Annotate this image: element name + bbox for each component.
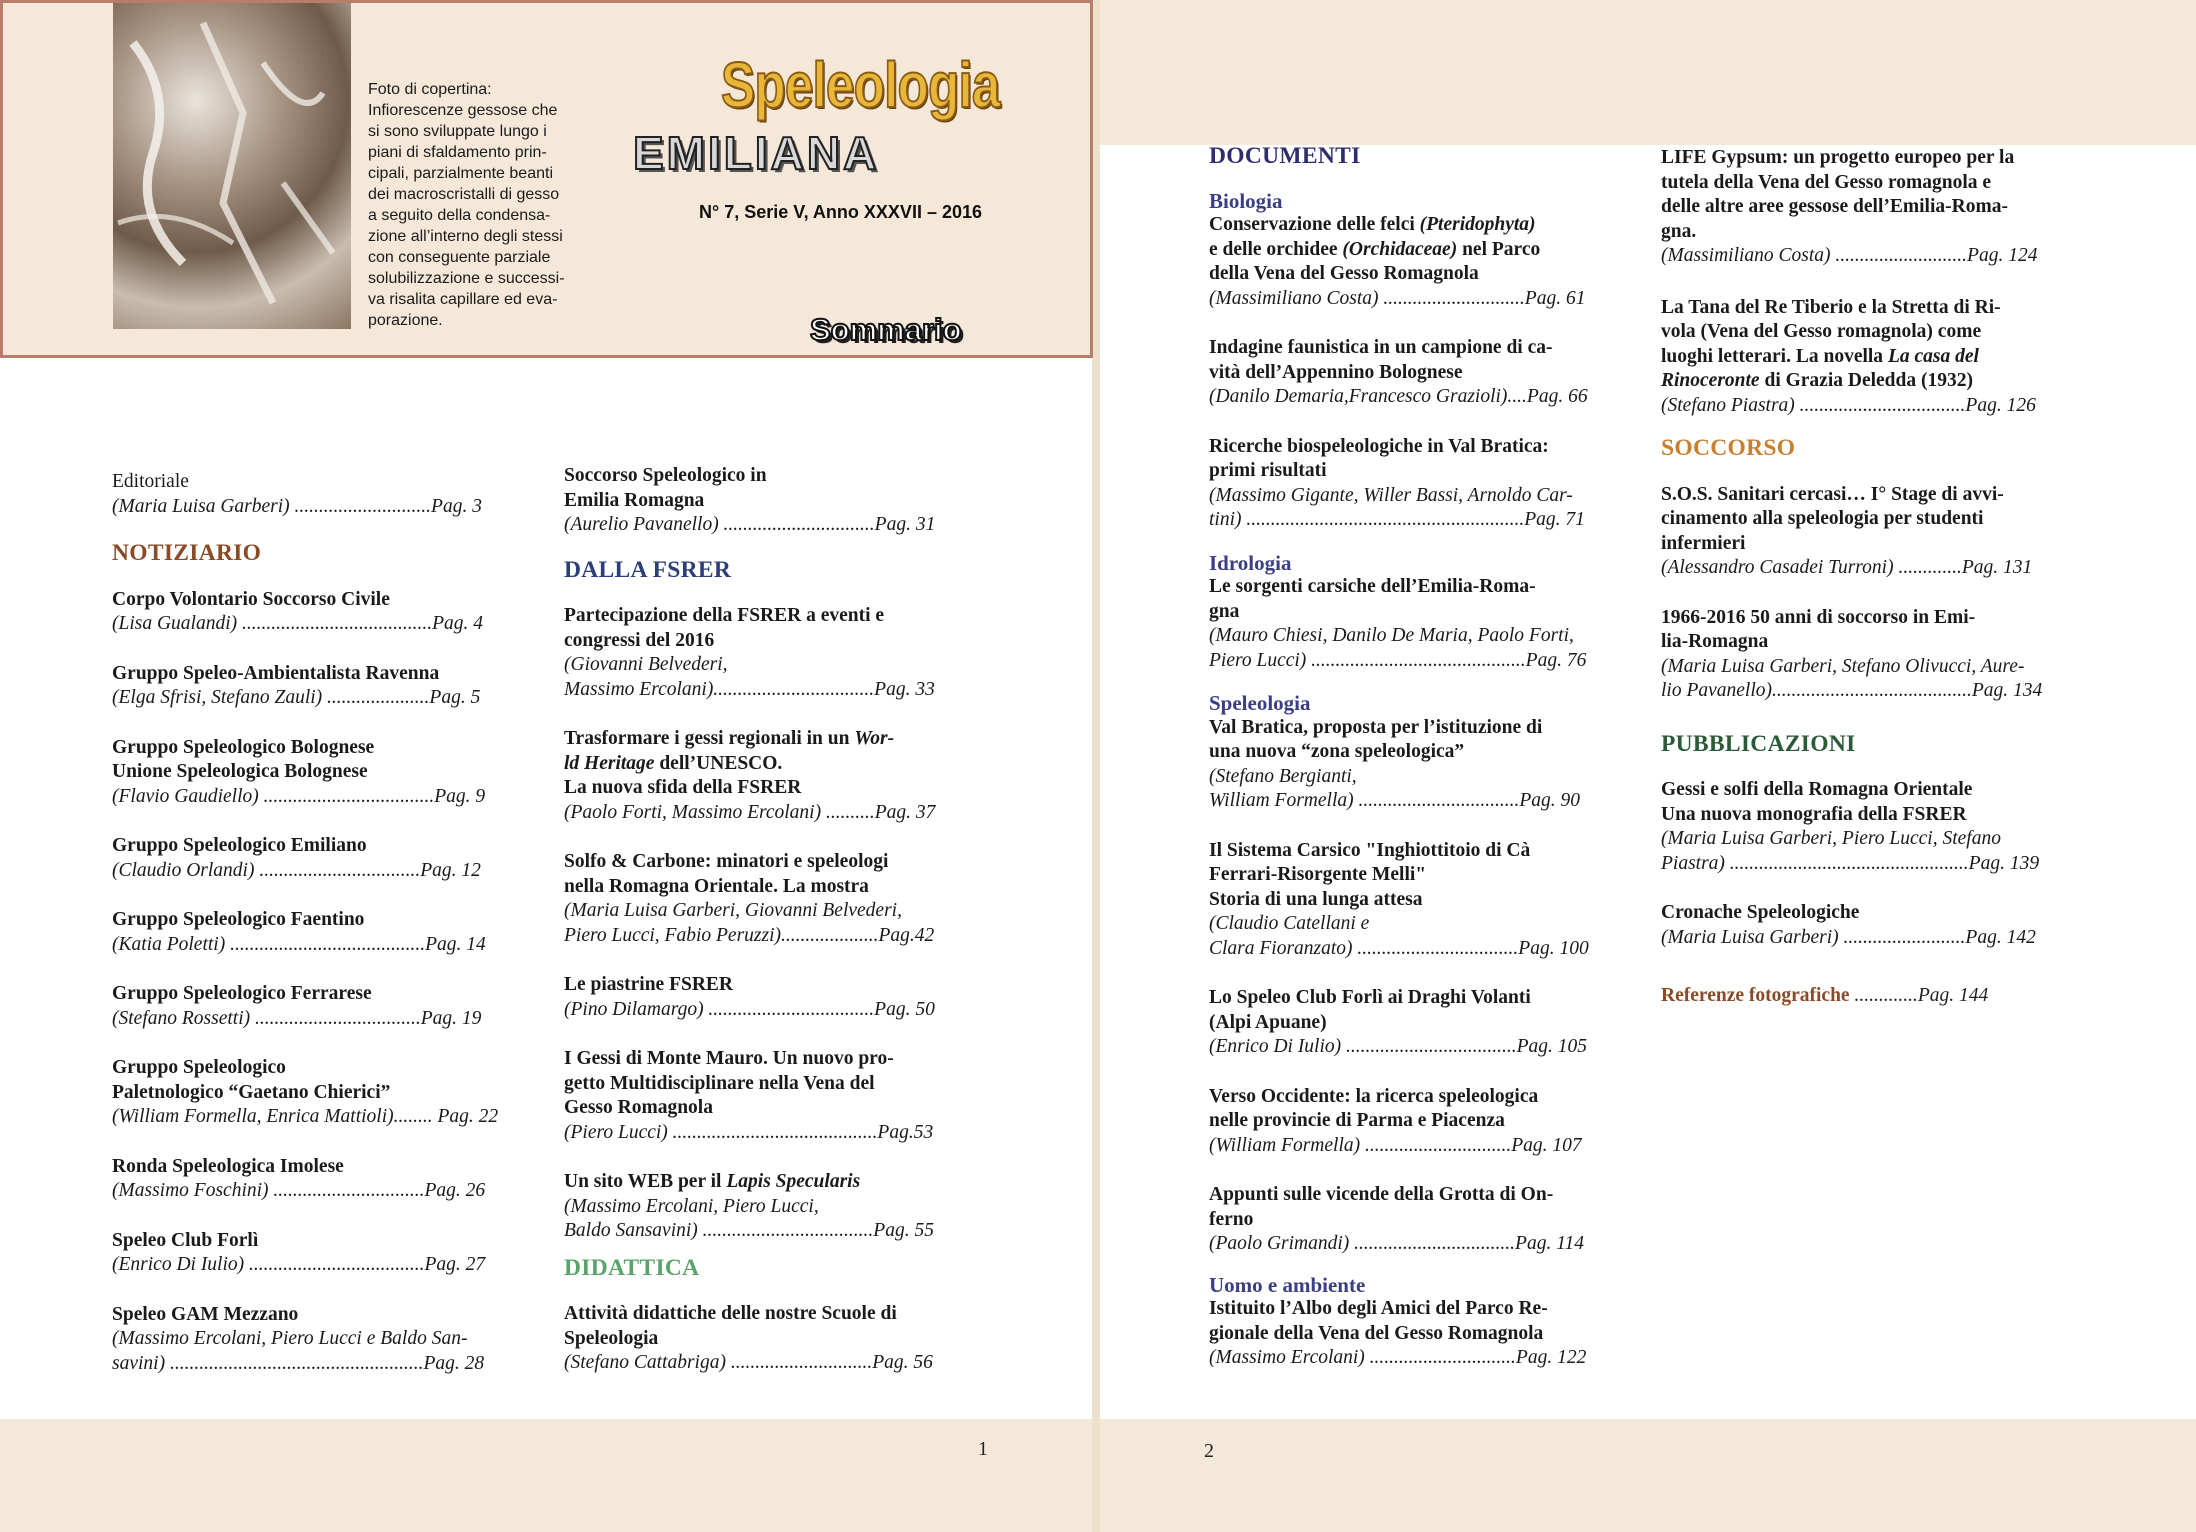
entry-author: (Giovanni Belvederi, <box>564 654 728 675</box>
entry-title: Soccorso Speleologico in <box>564 465 767 486</box>
toc-entry[interactable] <box>112 982 536 1031</box>
subsection-uomo-ambiente: Uomo e ambiente <box>1209 1272 1366 1297</box>
entry-title: I Gessi di Monte Mauro. Un nuovo pro- <box>564 1048 894 1069</box>
toc-column-3 <box>1209 144 1633 1396</box>
entry-title: Speleo Club Forlì <box>112 1229 259 1251</box>
entry-title: Appunti sulle vicende della Grotta di On- <box>1209 1184 1554 1205</box>
entry-title <box>564 727 988 752</box>
caption-line: piani di sfaldamento prin- <box>368 144 547 161</box>
toc-entry[interactable] <box>564 1302 988 1376</box>
magazine-logo <box>633 48 1000 188</box>
footer-band <box>0 1419 1096 1532</box>
logo-speleologia: Speleologia <box>721 49 1000 121</box>
entry-title: gna. <box>1661 220 1697 242</box>
entry-title: Lo Speleo Club Forlì ai Draghi Volanti <box>1209 987 1531 1008</box>
entry-title-part: Conservazione delle felci <box>1209 214 1420 235</box>
caption-line: dei macroscristalli di gesso <box>368 186 560 203</box>
header-band <box>1096 0 2196 145</box>
toc-entry[interactable] <box>1209 986 1633 1060</box>
entry-title: Ferrari-Risorgente Melli" <box>1209 864 1427 885</box>
entry-title: Gruppo Speleologico Emiliano <box>112 835 367 856</box>
entry-author-page: (Stefano Cattabriga) .............................Pag. 56 <box>564 1352 933 1373</box>
entry-author-page: savini) ....................................................Pag. 28 <box>112 1352 485 1374</box>
entry-title: Indagine faunistica in un campione di ca- <box>1209 337 1553 358</box>
subsection-idrologia: Idrologia <box>1209 550 1292 575</box>
caption-line: a seguito della condensa- <box>368 207 551 224</box>
section-documenti: DOCUMENTI <box>1209 143 1361 169</box>
entry-author-page: tini) .........................................................Pag. 71 <box>1209 509 1585 530</box>
toc-entry[interactable] <box>564 604 988 702</box>
entry-title: Ricerche biospeleologiche in Val Bratica: <box>1209 435 1549 457</box>
section-soccorso: SOCCORSO <box>1661 435 1796 461</box>
page-gutter <box>1092 0 1100 1532</box>
entry-author-page: (Massimo Ercolani, Piero Lucci e Baldo San- <box>112 1328 468 1349</box>
sommario-title: Sommario <box>810 312 962 347</box>
header-box <box>0 0 1093 358</box>
entry-title <box>1661 369 2085 394</box>
entry-title-part: e delle orchidee <box>1209 238 1343 260</box>
toc-entry[interactable] <box>564 727 988 825</box>
toc-entry[interactable] <box>564 1047 988 1145</box>
entry-title: ferno <box>1209 1208 1254 1230</box>
entry-title: Verso Occidente: la ricerca speleologica <box>1209 1085 1539 1107</box>
cover-photo <box>113 3 351 329</box>
entry-title: LIFE Gypsum: un progetto europeo per la <box>1661 147 2015 168</box>
entry-title <box>1661 345 2085 370</box>
entry-title: Gruppo Speleologico Bolognese <box>112 736 375 758</box>
entry-author-page: (Massimiliano Costa) ...........................Pag. 124 <box>1661 245 2038 266</box>
entry-title: Storia di una lunga attesa <box>1209 888 1423 910</box>
entry-author-page: (Alessandro Casadei Turroni) .............Pag. 131 <box>1661 557 2033 578</box>
entry-title: Attività didattiche delle nostre Scuole di <box>564 1303 897 1324</box>
entry-title: La Tana del Re Tiberio e la Stretta di Ri- <box>1661 296 2001 318</box>
entry-title: vità dell’Appennino Bolognese <box>1209 361 1463 383</box>
toc-entry[interactable] <box>112 834 536 883</box>
entry-title-part: dell’UNESCO. <box>654 752 783 774</box>
entry-author-page: (Danilo Demaria,Francesco Grazioli)....Pag. 66 <box>1209 386 1588 407</box>
entry-title: gna <box>1209 600 1240 622</box>
entry-author-page: (William Formella, Enrica Mattioli)........ Pag. 22 <box>112 1106 499 1127</box>
entry-title-italic: (Pteridophyta) <box>1419 214 1536 235</box>
entry-author: (Maria Luisa Garberi, Piero Lucci, Stefano <box>1661 828 2001 849</box>
entry-author-page: (Paolo Grimandi) .................................Pag. 114 <box>1209 1233 1584 1254</box>
entry-title: (Alpi Apuane) <box>1209 1011 1327 1033</box>
entry-title: Partecipazione della FSRER a eventi e <box>564 605 885 626</box>
entry-title-part: luoghi letterari. La novella <box>1661 345 1888 367</box>
entry-title-part: di Grazia Deledda (1932) <box>1759 370 1973 391</box>
entry-title: 1966-2016 50 anni di soccorso in Emi- <box>1661 606 1976 628</box>
caption-line: zione all’interno degli stessi <box>368 228 563 245</box>
toc-entry[interactable] <box>112 736 536 810</box>
toc-entry[interactable] <box>112 588 536 637</box>
entry-title: vola (Vena del Gesso romagnola) come <box>1661 321 1982 342</box>
entry-title: Speleologia <box>564 1327 659 1349</box>
entry-title <box>564 752 988 777</box>
entry-title: Corpo Volontario Soccorso Civile <box>112 588 390 610</box>
entry-author: (Maria Luisa Garberi, Stefano Olivucci, Aure- <box>1661 655 2025 677</box>
entry-title: Editoriale <box>112 471 189 492</box>
toc-entry[interactable] <box>1661 901 2085 950</box>
toc-entry-referenze[interactable] <box>1661 984 2085 1009</box>
caption-line: con conseguente parziale <box>368 249 551 266</box>
toc-entry[interactable] <box>1209 213 1633 311</box>
caption-line: porazione. <box>368 312 443 329</box>
section-dalla-fsrer: DALLA FSRER <box>564 556 732 583</box>
toc-entry[interactable] <box>1209 336 1633 410</box>
referenze-page: .............Pag. 144 <box>1849 985 1989 1006</box>
toc-entry-editoriale[interactable] <box>112 470 536 519</box>
entry-title-italic: Wor- <box>854 728 895 749</box>
entry-title-part: Un sito WEB per il <box>564 1171 727 1192</box>
entry-title: primi risultati <box>1209 460 1327 481</box>
entry-title: delle altre aree gessose dell’Emilia-Roma- <box>1661 196 2008 217</box>
entry-author: (Massimo Ercolani, Piero Lucci, <box>564 1195 819 1217</box>
toc-entry[interactable] <box>1209 716 1633 814</box>
footer-band <box>1096 1419 2196 1532</box>
entry-title: Gruppo Speleo-Ambientalista Ravenna <box>112 662 440 684</box>
toc-entry[interactable] <box>1209 435 1633 533</box>
entry-author-page: (Paolo Forti, Massimo Ercolani) ..........Pag. 37 <box>564 801 936 823</box>
entry-author: (Claudio Catellani e <box>1209 913 1370 934</box>
entry-title: Unione Speleologica Bolognese <box>112 761 368 782</box>
entry-title: Una nuova monografia della FSRER <box>1661 803 1967 825</box>
entry-title: Ronda Speleologica Imolese <box>112 1155 344 1177</box>
entry-author-page: Piero Lucci) ............................................Pag. 76 <box>1209 649 1587 671</box>
entry-title: tutela della Vena del Gesso romagnola e <box>1661 171 1992 193</box>
entry-title: Val Bratica, proposta per l’istituzione di <box>1209 716 1543 738</box>
entry-title: nella Romagna Orientale. La mostra <box>564 875 869 897</box>
issue-info: N° 7, Serie V, Anno XXXVII – 2016 <box>699 202 982 222</box>
toc-entry[interactable] <box>564 973 988 1022</box>
entry-title-part: nel Parco <box>1457 238 1541 260</box>
toc-column-4 <box>1661 146 2085 1009</box>
entry-title: nelle provincie di Parma e Piacenza <box>1209 1110 1505 1131</box>
entry-author: (Mauro Chiesi, Danilo De Maria, Paolo Forti, <box>1209 625 1574 646</box>
entry-title: lia-Romagna <box>1661 631 1769 652</box>
toc-entry[interactable] <box>1661 146 2085 269</box>
entry-title-italic: Lapis Specularis <box>726 1171 861 1192</box>
entry-author: (Maria Luisa Garberi, Giovanni Belvederi, <box>564 900 902 921</box>
entry-title-italic: ld Heritage <box>564 752 655 774</box>
toc-entry[interactable] <box>1661 778 2085 876</box>
entry-author-page: (Maria Luisa Garberi) .........................Pag. 142 <box>1661 926 2036 948</box>
entry-title: Le sorgenti carsiche dell’Emilia-Roma- <box>1209 576 1536 597</box>
caption-line: Foto di copertina: <box>368 81 492 98</box>
entry-title: La nuova sfida della FSRER <box>564 777 802 798</box>
subsection-speleologia: Speleologia <box>1209 691 1311 715</box>
entry-title: congressi del 2016 <box>564 629 715 651</box>
toc-entry[interactable] <box>564 850 988 948</box>
logo-emiliana: EMILIANA <box>633 127 880 179</box>
entry-title-part: Trasformare i gessi regionali in un <box>564 728 855 749</box>
entry-author-page: Clara Fioranzato) .................................Pag. 100 <box>1209 937 1589 959</box>
entry-title <box>564 1170 988 1195</box>
entry-title: getto Multidisciplinare nella Vena del <box>564 1072 875 1094</box>
entry-title: cinamento alla speleologia per studenti <box>1661 508 1984 529</box>
entry-title: Gesso Romagnola <box>564 1097 713 1118</box>
entry-author: (Stefano Bergianti, <box>1209 765 1357 787</box>
toc-entry[interactable] <box>1209 839 1633 962</box>
entry-author-page: Massimo Ercolani).................................Pag. 33 <box>564 678 935 700</box>
entry-title-italic: La casa del <box>1887 345 1979 367</box>
entry-title: Paletnologico “Gaetano Chierici” <box>112 1081 391 1103</box>
caption-line: solubilizzazione e successi- <box>368 270 565 287</box>
entry-title: Solfo & Carbone: minatori e speleologi <box>564 851 889 872</box>
toc-entry[interactable] <box>564 464 988 538</box>
entry-author-page: (Flavio Gaudiello) ...................................Pag. 9 <box>112 785 486 807</box>
caption-line: va risalita capillare ed eva- <box>368 291 558 308</box>
section-notiziario: NOTIZIARIO <box>112 540 262 566</box>
entry-author-page: (Stefano Piastra) ..................................Pag. 126 <box>1661 394 2036 416</box>
entry-title <box>1209 213 1633 238</box>
entry-title: una nuova “zona speleologica” <box>1209 741 1465 762</box>
entry-title: S.O.S. Sanitari cercasi… I° Stage di avvi- <box>1661 483 2004 505</box>
entry-title: Emilia Romagna <box>564 489 705 511</box>
entry-author-page: Baldo Sansavini) ...................................Pag. 55 <box>564 1220 934 1241</box>
toc-entry[interactable] <box>1661 483 2085 581</box>
entry-author-page: (Piero Lucci) ..........................................Pag.53 <box>564 1121 934 1143</box>
entry-author-page: Piastra) .................................................Pag. 139 <box>1661 852 2040 874</box>
entry-author-page: (Elga Sfrisi, Stefano Zauli) .....................Pag. 5 <box>112 687 481 708</box>
toc-column-2 <box>564 464 988 1401</box>
toc-entry[interactable] <box>112 1229 536 1278</box>
entry-author-page: (Massimiliano Costa) .............................Pag. 61 <box>1209 287 1586 309</box>
entry-title: infermieri <box>1661 532 1746 554</box>
entry-title: Gruppo Speleologico Ferrarese <box>112 983 372 1004</box>
entry-author-page: William Formella) .................................Pag. 90 <box>1209 790 1581 811</box>
toc-entry[interactable] <box>1209 1085 1633 1159</box>
entry-title-italic: Rinoceronte <box>1661 370 1760 391</box>
toc-entry[interactable] <box>1661 296 2085 419</box>
caption-line: cipali, parzialmente beanti <box>368 165 553 182</box>
entry-title-italic: (Orchidaceae) <box>1342 238 1458 260</box>
entry-author-page: (Massimo Foschini) ...............................Pag. 26 <box>112 1180 486 1201</box>
toc-entry[interactable] <box>112 1056 536 1130</box>
subsection-biologia: Biologia <box>1209 188 1283 213</box>
entry-author-page: Piero Lucci, Fabio Peruzzi)....................Pag.42 <box>564 924 935 946</box>
entry-author-page: (Aurelio Pavanello) ...............................Pag. 31 <box>564 514 936 535</box>
entry-title: Cronache Speleologiche <box>1661 902 1860 923</box>
section-didattica: DIDATTICA <box>564 1254 700 1281</box>
entry-title: Istituito l’Albo degli Amici del Parco Re- <box>1209 1298 1548 1319</box>
toc-column-1 <box>112 470 536 1401</box>
toc-entry[interactable] <box>1661 606 2085 704</box>
entry-author-page: (Pino Dilamargo) ..................................Pag. 50 <box>564 998 935 1020</box>
entry-author-page: (Massimo Ercolani) ..............................Pag. 122 <box>1209 1347 1587 1368</box>
entry-title: gionale della Vena del Gesso Romagnola <box>1209 1322 1544 1344</box>
referenze-label: Referenze fotografiche <box>1661 985 1850 1006</box>
section-pubblicazioni: PUBBLICAZIONI <box>1661 730 1856 757</box>
entry-author-page: (Maria Luisa Garberi) ............................Pag. 3 <box>112 495 482 517</box>
entry-title: Le piastrine FSRER <box>564 974 734 995</box>
entry-author: (Massimo Gigante, Willer Bassi, Arnoldo Car- <box>1209 484 1573 506</box>
entry-author-page: (Lisa Gualandi) .......................................Pag. 4 <box>112 613 484 634</box>
entry-title: Gessi e solfi della Romagna Orientale <box>1661 779 1973 800</box>
cover-caption <box>368 79 576 331</box>
page-number-right: 2 <box>1204 1440 1214 1462</box>
entry-author-page: (Enrico Di Iulio) ...................................Pag. 105 <box>1209 1036 1588 1057</box>
toc-entry[interactable] <box>112 1303 536 1377</box>
entry-author-page: (Enrico Di Iulio) ....................................Pag. 27 <box>112 1254 486 1275</box>
toc-entry[interactable] <box>112 908 536 957</box>
toc-entry[interactable] <box>1209 1183 1633 1257</box>
caption-line: Infiorescenze gessose che <box>368 102 558 119</box>
entry-title <box>1209 238 1633 263</box>
entry-author-page: (Claudio Orlandi) .................................Pag. 12 <box>112 859 481 881</box>
entry-title: della Vena del Gesso Romagnola <box>1209 263 1479 284</box>
toc-entry[interactable] <box>564 1170 988 1244</box>
entry-title: Il Sistema Carsico "Inghiottitoio di Cà <box>1209 839 1531 861</box>
entry-author-page: (Katia Poletti) ........................................Pag. 14 <box>112 933 486 955</box>
toc-entry[interactable] <box>1209 1297 1633 1371</box>
entry-title: Speleo GAM Mezzano <box>112 1303 299 1325</box>
toc-entry[interactable] <box>112 1155 536 1204</box>
toc-entry[interactable] <box>112 662 536 711</box>
entry-author-page: (Stefano Rossetti) ..................................Pag. 19 <box>112 1007 482 1029</box>
entry-author-page: lio Pavanello).........................................Pag. 134 <box>1661 680 2043 701</box>
entry-title: Gruppo Speleologico <box>112 1057 286 1078</box>
caption-line: si sono sviluppate lungo i <box>368 123 547 140</box>
entry-title: Gruppo Speleologico Faentino <box>112 909 365 930</box>
toc-entry[interactable] <box>1209 575 1633 673</box>
page-number-left: 1 <box>978 1438 988 1460</box>
entry-author-page: (William Formella) ..............................Pag. 107 <box>1209 1134 1582 1156</box>
